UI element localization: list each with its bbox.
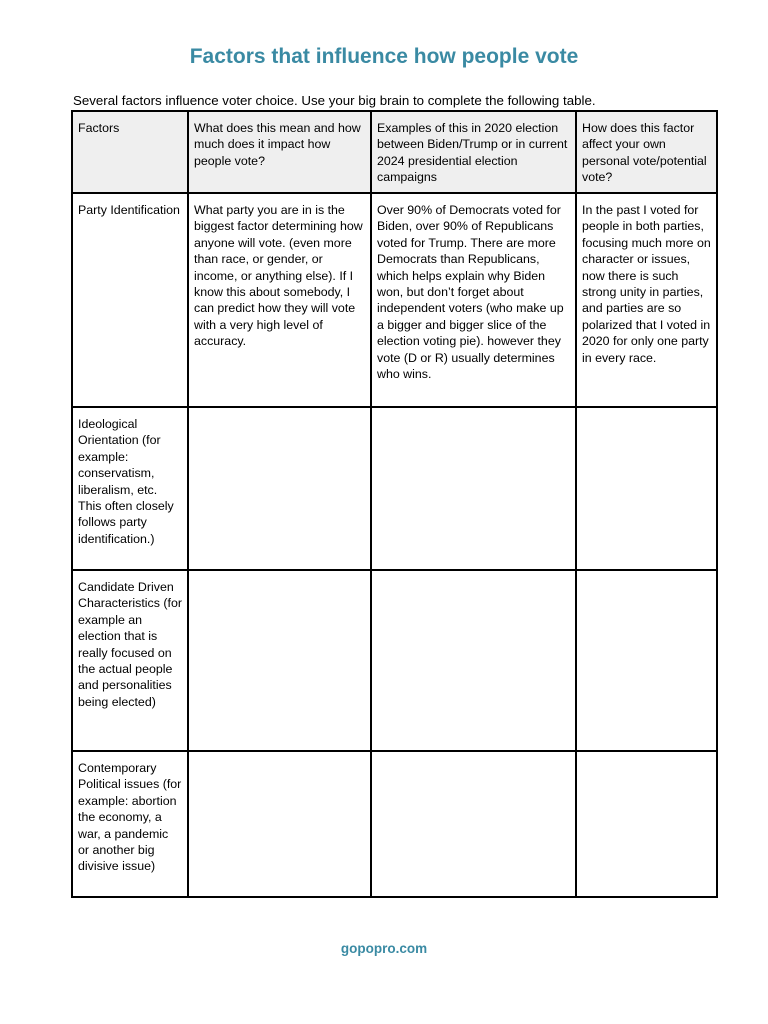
header-meaning: What does this mean and how much does it impact how people vote? [188,111,371,193]
examples-cell[interactable] [371,751,576,897]
page-title: Factors that influence how people vote [189,45,579,68]
table-row [72,193,717,407]
meaning-cell[interactable]: What party you are in is the biggest factor determining how anyone will vote. (even more than race, or gender, or income, or anything else). If I know this about somebody, I can predict how they will vote with a very high level of accuracy. [188,193,371,407]
factor-cell: Party Identification [72,193,188,407]
table-header-row [72,111,717,193]
personal-cell[interactable] [576,751,717,897]
factor-cell: Candidate Driven Characteristics (for example an election that is really focused on the actual people and personalities being elected) [72,570,188,751]
factor-cell: Ideological Orientation (for example: conservatism, liberalism, etc. This often closely follows party identification.) [72,407,188,570]
meaning-cell[interactable] [188,570,371,751]
table-row [72,751,717,897]
table-row [72,570,717,751]
header-factors: Factors [72,111,188,193]
header-examples: Examples of this in 2020 election between Biden/Trump or in current 2024 presidential election campaigns [371,111,576,193]
header-personal: How does this factor affect your own personal vote/potential vote? [576,111,717,193]
personal-cell[interactable] [576,570,717,751]
footer-site-link[interactable]: gopopro.com [340,941,428,956]
intro-text: Several factors influence voter choice. Use your big brain to complete the following table. [73,93,596,108]
personal-cell[interactable]: In the past I voted for people in both parties, focusing much more on character or issues, now there is such strong unity in parties, and parties are so polarized that I voted in 2020 for only one party in every race. [576,193,717,407]
factor-cell: Contemporary Political issues (for example: abortion the economy, a war, a pandemic or another big divisive issue) [72,751,188,897]
personal-cell[interactable] [576,407,717,570]
table-row [72,407,717,570]
examples-cell[interactable] [371,570,576,751]
examples-cell[interactable] [371,407,576,570]
meaning-cell[interactable] [188,407,371,570]
examples-cell[interactable]: Over 90% of Democrats voted for Biden, over 90% of Republicans voted for Trump. There are more Democrats than Republicans, which helps explain why Biden won, but don’t forget about independent voters (who make up a bigger and bigger slice of the election voting pie). however they vote (D or R) usually determines who wins. [371,193,576,407]
factors-table [71,110,718,898]
meaning-cell[interactable] [188,751,371,897]
